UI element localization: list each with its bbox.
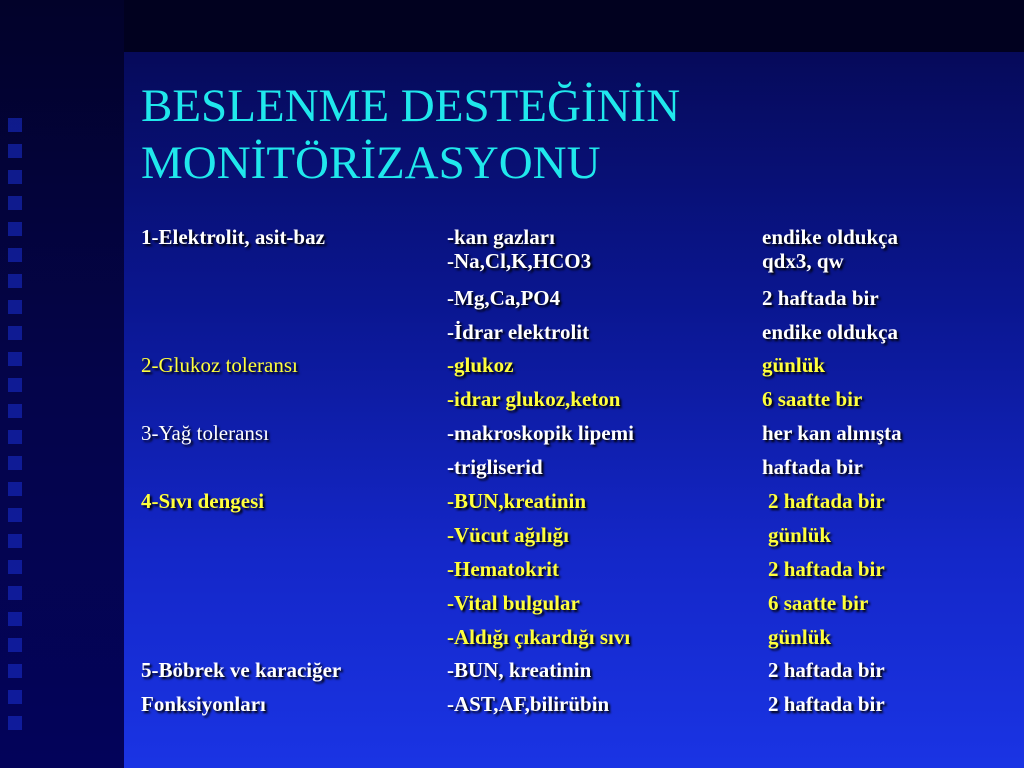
table-row	[141, 523, 1001, 553]
row-parameter: -BUN, kreatinin	[447, 658, 592, 682]
row-parameter: -Vital bulgular	[447, 591, 580, 615]
row-parameter: -idrar glukoz,keton	[447, 387, 621, 411]
top-dark-band	[0, 0, 1024, 52]
row-category: 4-Sıvı dengesi	[141, 489, 265, 513]
slide-title-line-1: BESLENME DESTEĞİNİN	[141, 80, 681, 132]
row-frequency: günlük	[768, 625, 832, 649]
table-row	[141, 625, 1001, 655]
row-category: 1-Elektrolit, asit-baz	[141, 225, 325, 249]
row-parameter: -glukoz	[447, 353, 514, 377]
table-row	[141, 455, 1001, 485]
row-parameter: -kan gazları -Na,Cl,K,HCO3	[447, 225, 592, 273]
row-parameter: -Aldığı çıkardığı sıvı	[447, 625, 631, 649]
table-row	[141, 489, 1001, 519]
row-frequency: endike oldukça	[762, 320, 898, 344]
row-frequency: 2 haftada bir	[768, 489, 885, 513]
row-category: 3-Yağ toleransı	[141, 421, 269, 445]
row-parameter: -İdrar elektrolit	[447, 320, 590, 344]
row-parameter: -Hematokrit	[447, 557, 559, 581]
table-row	[141, 320, 1001, 350]
row-frequency: 2 haftada bir	[768, 658, 885, 682]
row-frequency: 2 haftada bir	[768, 557, 885, 581]
row-frequency: 6 saatte bir	[768, 591, 869, 615]
table-row	[141, 591, 1001, 621]
table-row	[141, 658, 1001, 688]
table-row	[141, 421, 1001, 451]
row-parameter: -makroskopik lipemi	[447, 421, 634, 445]
row-category: 2-Glukoz toleransı	[141, 353, 298, 377]
row-frequency: 6 saatte bir	[762, 387, 863, 411]
row-frequency: endike oldukça qdx3, qw	[762, 225, 898, 273]
row-parameter: -BUN,kreatinin	[447, 489, 587, 513]
table-row	[141, 692, 1001, 722]
row-frequency: her kan alınışta	[762, 421, 902, 445]
row-frequency: günlük	[762, 353, 826, 377]
table-row	[141, 353, 1001, 383]
row-frequency: 2 haftada bir	[762, 286, 879, 310]
row-parameter: -Vücut ağılığı	[447, 523, 569, 547]
row-parameter: -trigliserid	[447, 455, 543, 479]
table-row	[141, 225, 1001, 273]
table-row	[141, 387, 1001, 417]
slide-title-line-2: MONİTÖRİZASYONU	[141, 137, 601, 189]
row-frequency: haftada bir	[762, 455, 863, 479]
table-row	[141, 557, 1001, 587]
row-parameter: -Mg,Ca,PO4	[447, 286, 561, 310]
row-frequency: günlük	[768, 523, 832, 547]
row-category: 5-Böbrek ve karaciğer	[141, 658, 342, 682]
decorative-squares	[8, 118, 30, 742]
row-frequency: 2 haftada bir	[768, 692, 885, 716]
table-row	[141, 286, 1001, 316]
slide-title	[141, 78, 1001, 192]
left-dark-strip	[0, 0, 124, 768]
row-parameter: -AST,AF,bilirübin	[447, 692, 610, 716]
row-category: Fonksiyonları	[141, 692, 266, 716]
